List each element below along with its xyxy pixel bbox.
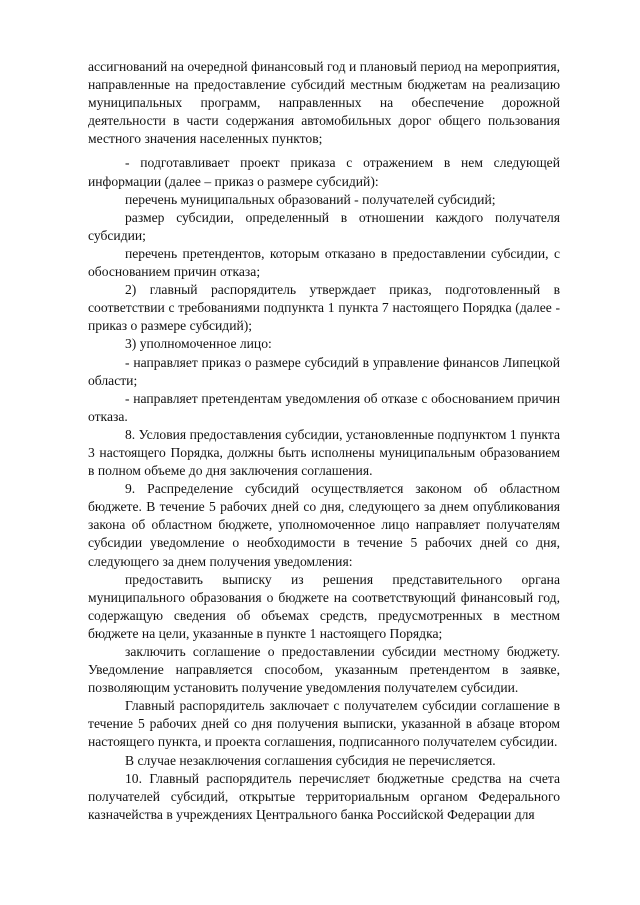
paragraph: - направляет претендентам уведомления об отказе с обоснованием причин отказа. <box>88 390 560 424</box>
paragraph: Главный распорядитель заключает с получателем субсидии соглашение в течение 5 рабочих дней со дня получения выписки, указанной в абзаце втором настоящего пункта, и проекта соглашения, подписанного получателем субсидии. <box>88 698 560 750</box>
paragraph: - подготавливает проект приказа с отражением в нем следующей информации (далее – приказ о размере субсидий): <box>88 155 560 189</box>
paragraph: ассигнований на очередной финансовый год и плановый период на мероприятия, направленные на предоставление субсидий местным бюджетам на реализацию муниципальных программ, направленных на обеспечение дорожной деятельности в части содержания автомобильных дорог общего пользования местного значения населенных пунктов; <box>88 59 560 147</box>
paragraph: размер субсидии, определенный в отношении каждого получателя субсидии; <box>88 209 560 243</box>
paragraph: перечень претендентов, которым отказано в предоставлении субсидии, с обоснованием причин отказа; <box>88 245 560 280</box>
paragraph: 10. Главный распорядитель перечисляет бюджетные средства на счета получателей субсидий, открытые территориальным органом Федерального казначейства в учреждениях Центрального банка Российской Федерации для <box>88 770 560 822</box>
paragraph: - направляет приказ о размере субсидий в управление финансов Липецкой области; <box>88 354 560 388</box>
paragraph: 9. Распределение субсидий осуществляется законом об областном бюджете. В течение 5 рабочих дней со дня, следующего за днем опубликования закона об областном бюджете, уполномоченное лицо направляет получателям субсидии уведомление о необходимости в течение 5 рабочих дней со дня, следующего за днем получения уведомления: <box>88 481 560 569</box>
paragraph: перечень муниципальных образований - получателей субсидий; <box>125 191 496 207</box>
paragraph: заключить соглашение о предоставлении субсидии местному бюджету. Уведомление направляется способом, указанным претендентом в заявке, позволяющим установить получение уведомления получателем субсидии. <box>88 644 560 696</box>
paragraph: предоставить выписку из решения представительного органа муниципального образования о бюджете на соответствующий финансовый год, содержащую сведения об объемах средств, предусмотренных в местном бюджете на цели, указанные в пункте 1 настоящего Порядка; <box>88 571 560 641</box>
document-body <box>88 58 560 824</box>
paragraph: В случае незаключения соглашения субсидия не перечисляется. <box>125 752 496 768</box>
paragraph: 3) уполномоченное лицо: <box>125 336 272 352</box>
paragraph: 8. Условия предоставления субсидии, установленные подпунктом 1 пункта 3 настоящего Порядка, должны быть исполнены муниципальным образованием в полном объеме до дня заключения соглашения. <box>88 426 560 479</box>
paragraph: 2) главный распорядитель утверждает приказ, подготовленный в соответствии с требованиями подпункта 1 пункта 7 настоящего Порядка (далее - приказ о размере субсидий); <box>88 282 560 334</box>
